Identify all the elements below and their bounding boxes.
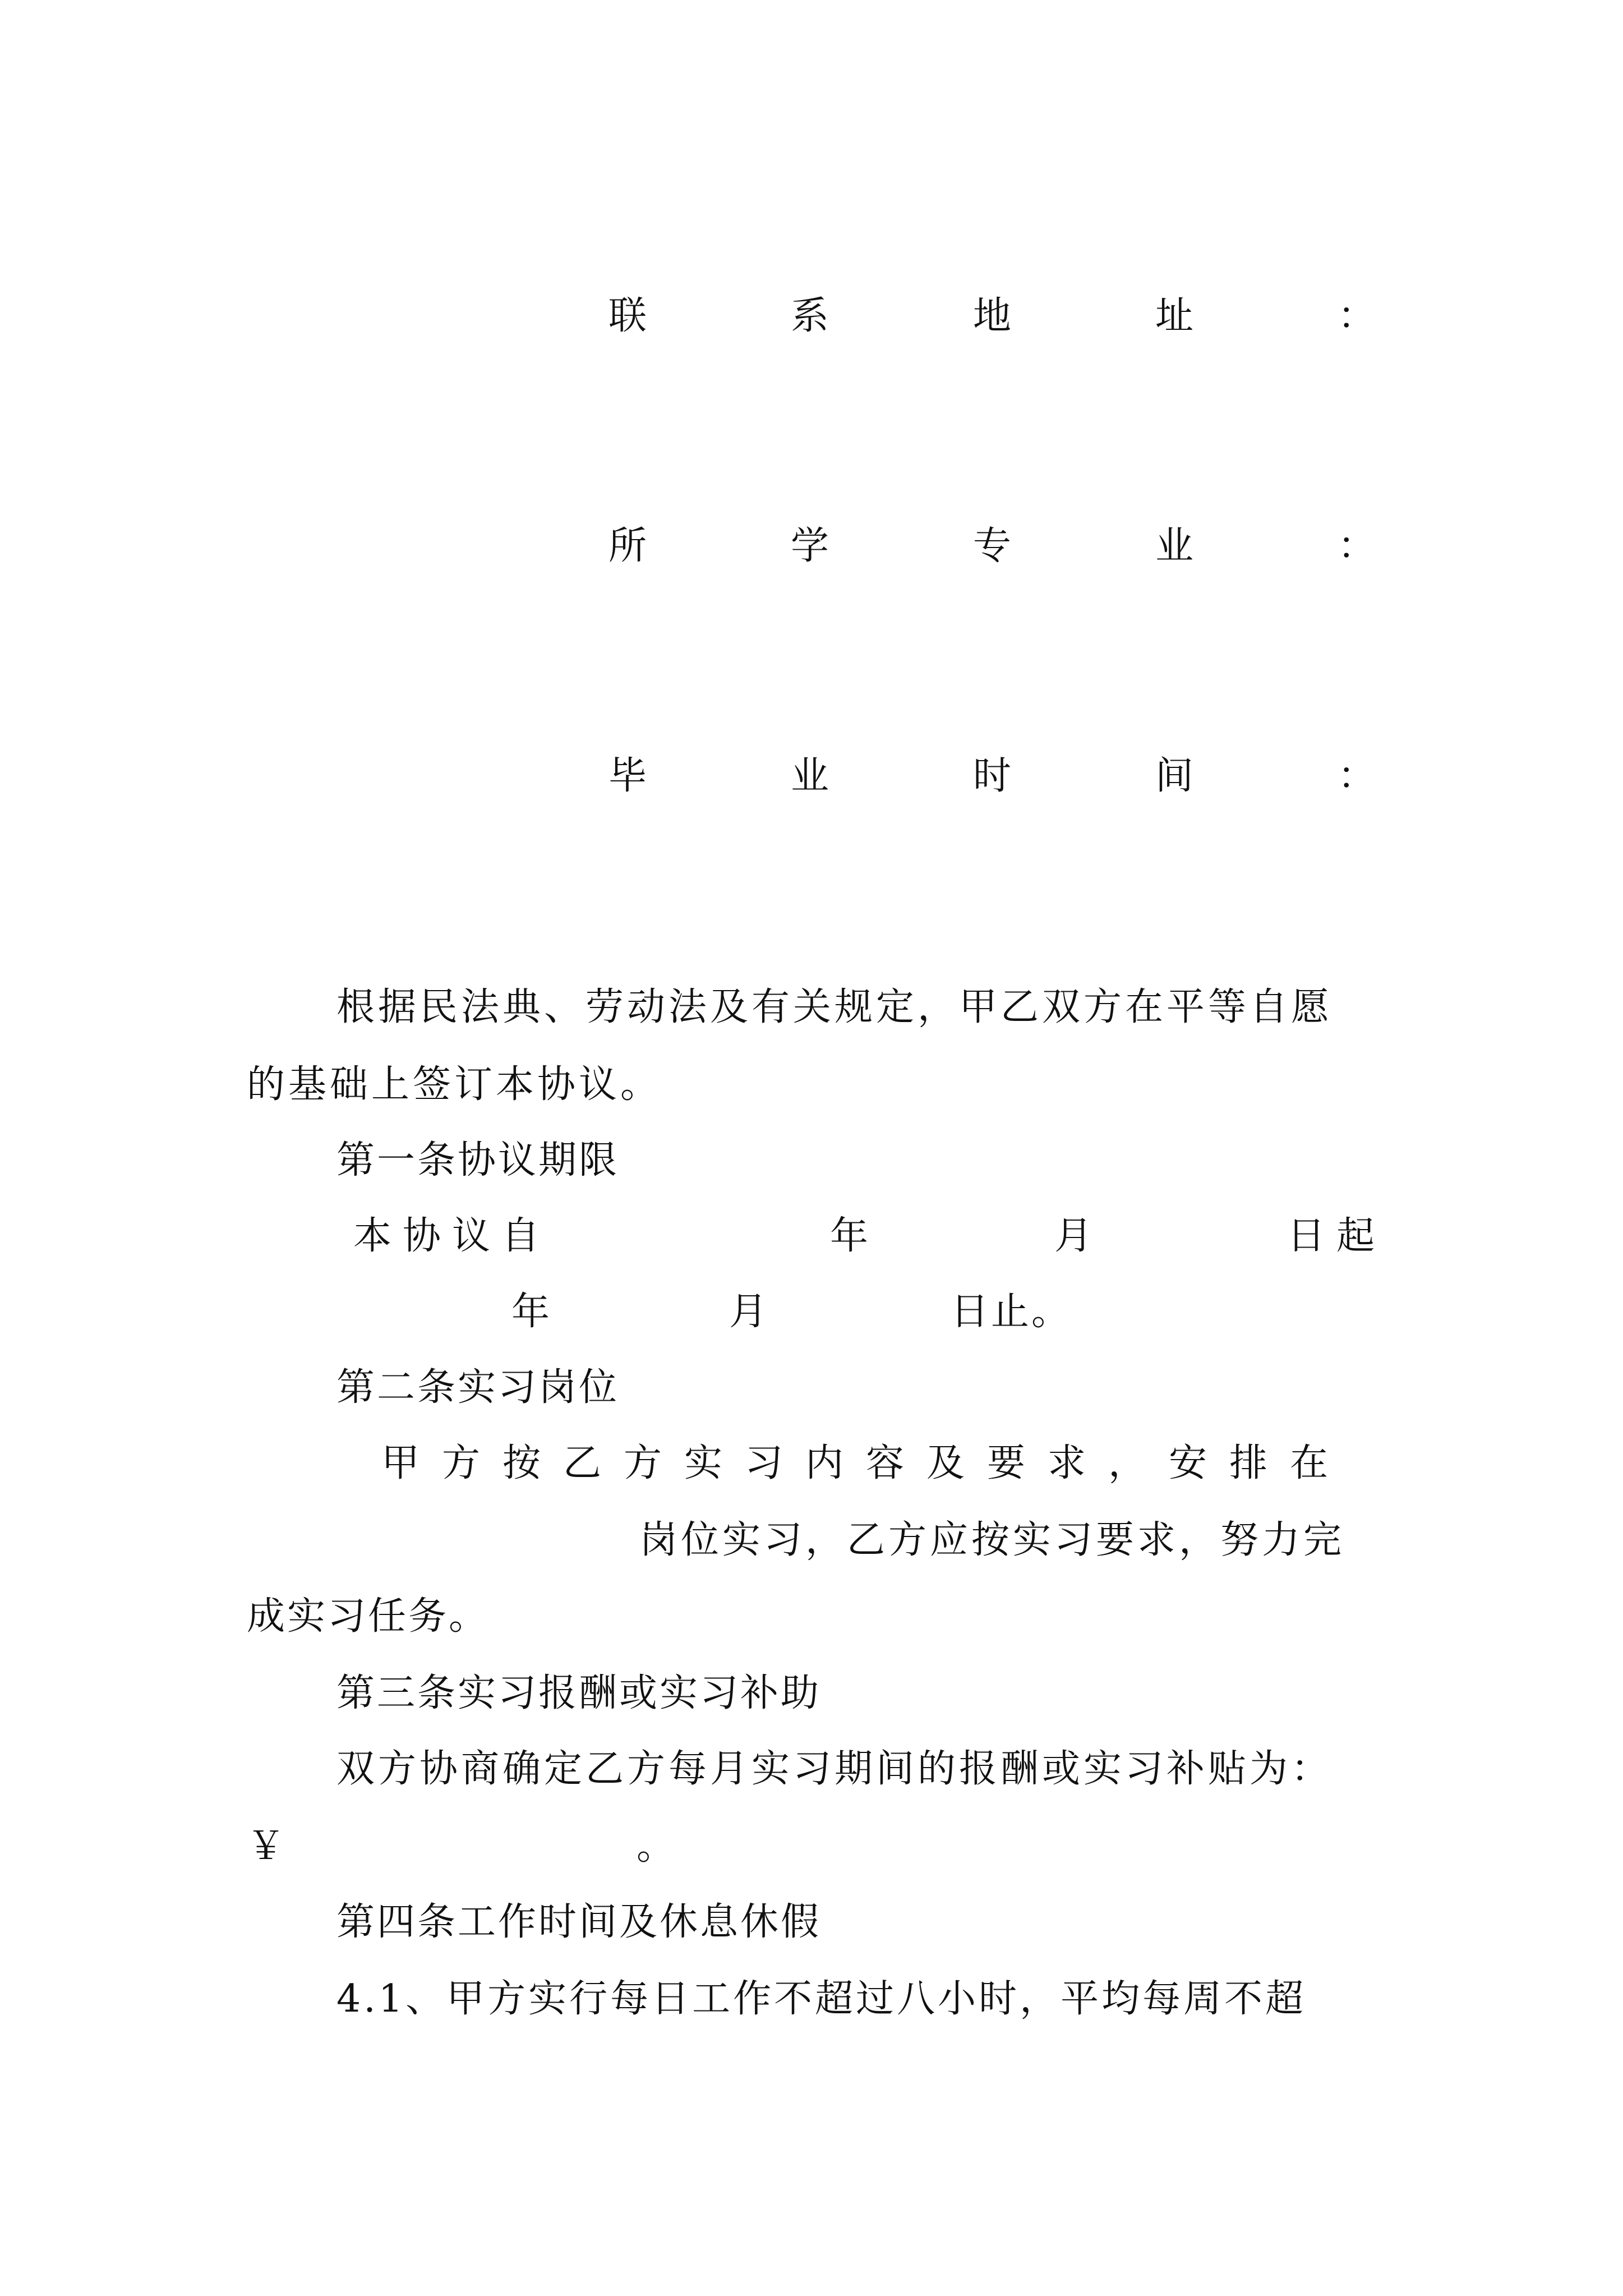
text-char: 在	[1290, 1441, 1329, 1485]
field-char: 专	[973, 524, 1012, 568]
day-end-label: 日止。	[951, 1290, 1072, 1334]
text-char: 乙	[563, 1441, 602, 1485]
text-char: 习	[745, 1441, 783, 1485]
text-char: 内	[805, 1441, 844, 1485]
field-colon: ：	[1338, 294, 1376, 338]
text-char: 要	[987, 1441, 1026, 1485]
text-char: 容	[866, 1441, 905, 1485]
year-label: 年	[830, 1214, 869, 1258]
year-label: 年	[511, 1290, 550, 1334]
field-char: 所	[608, 524, 647, 568]
text-char: 及	[926, 1441, 965, 1485]
article-3-line-1: 双方协商确定乙方每月实习期间的报酬或实习补贴为：	[336, 1747, 1333, 1791]
field-char: 时	[973, 754, 1012, 798]
currency-symbol: ￥	[247, 1824, 285, 1869]
article-2-title: 第二条实习岗位	[336, 1365, 620, 1410]
day-start-label: 日起	[1287, 1214, 1386, 1258]
article-4-title: 第四条工作时间及休息休假	[336, 1900, 822, 1944]
text-char: 求	[1048, 1441, 1086, 1485]
text-char: 方	[624, 1441, 662, 1485]
field-char: 地	[973, 294, 1012, 338]
intro-line-1: 根据民法典、劳动法及有关规定，甲乙双方在平等自愿	[336, 985, 1333, 1029]
field-char: 业	[1155, 524, 1194, 568]
month-label: 月	[729, 1290, 768, 1334]
field-char: 学	[791, 524, 829, 568]
text-char: 按	[502, 1441, 541, 1485]
month-label: 月	[1054, 1214, 1093, 1258]
text-char: 方	[442, 1441, 481, 1485]
field-char: 业	[791, 754, 829, 798]
article-4-line-1: 4.1、甲方实行每日工作不超过八小时，平均每周不超	[336, 1977, 1307, 2021]
field-colon: ：	[1338, 754, 1376, 798]
article-3-title: 第三条实习报酬或实习补助	[336, 1671, 822, 1715]
agreement-from-label: 本协议自	[353, 1214, 551, 1258]
article-1-title: 第一条协议期限	[336, 1138, 620, 1182]
field-colon: ：	[1338, 524, 1376, 568]
period-mark: 。	[637, 1824, 675, 1869]
field-char: 间	[1155, 754, 1194, 798]
field-char: 址	[1155, 294, 1194, 338]
text-char: 安	[1169, 1441, 1207, 1485]
text-char: ，	[1108, 1441, 1147, 1485]
intro-line-2: 的基础上签订本协议。	[247, 1062, 662, 1107]
field-char: 系	[791, 294, 829, 338]
text-char: 实	[684, 1441, 723, 1485]
text-char: 排	[1229, 1441, 1268, 1485]
field-char: 毕	[608, 754, 647, 798]
field-char: 联	[608, 294, 647, 338]
article-2-line-3: 成实习任务。	[247, 1594, 490, 1639]
text-char: 甲	[381, 1441, 420, 1485]
article-2-line-2: 岗位实习，乙方应按实习要求，努力完	[639, 1518, 1345, 1562]
